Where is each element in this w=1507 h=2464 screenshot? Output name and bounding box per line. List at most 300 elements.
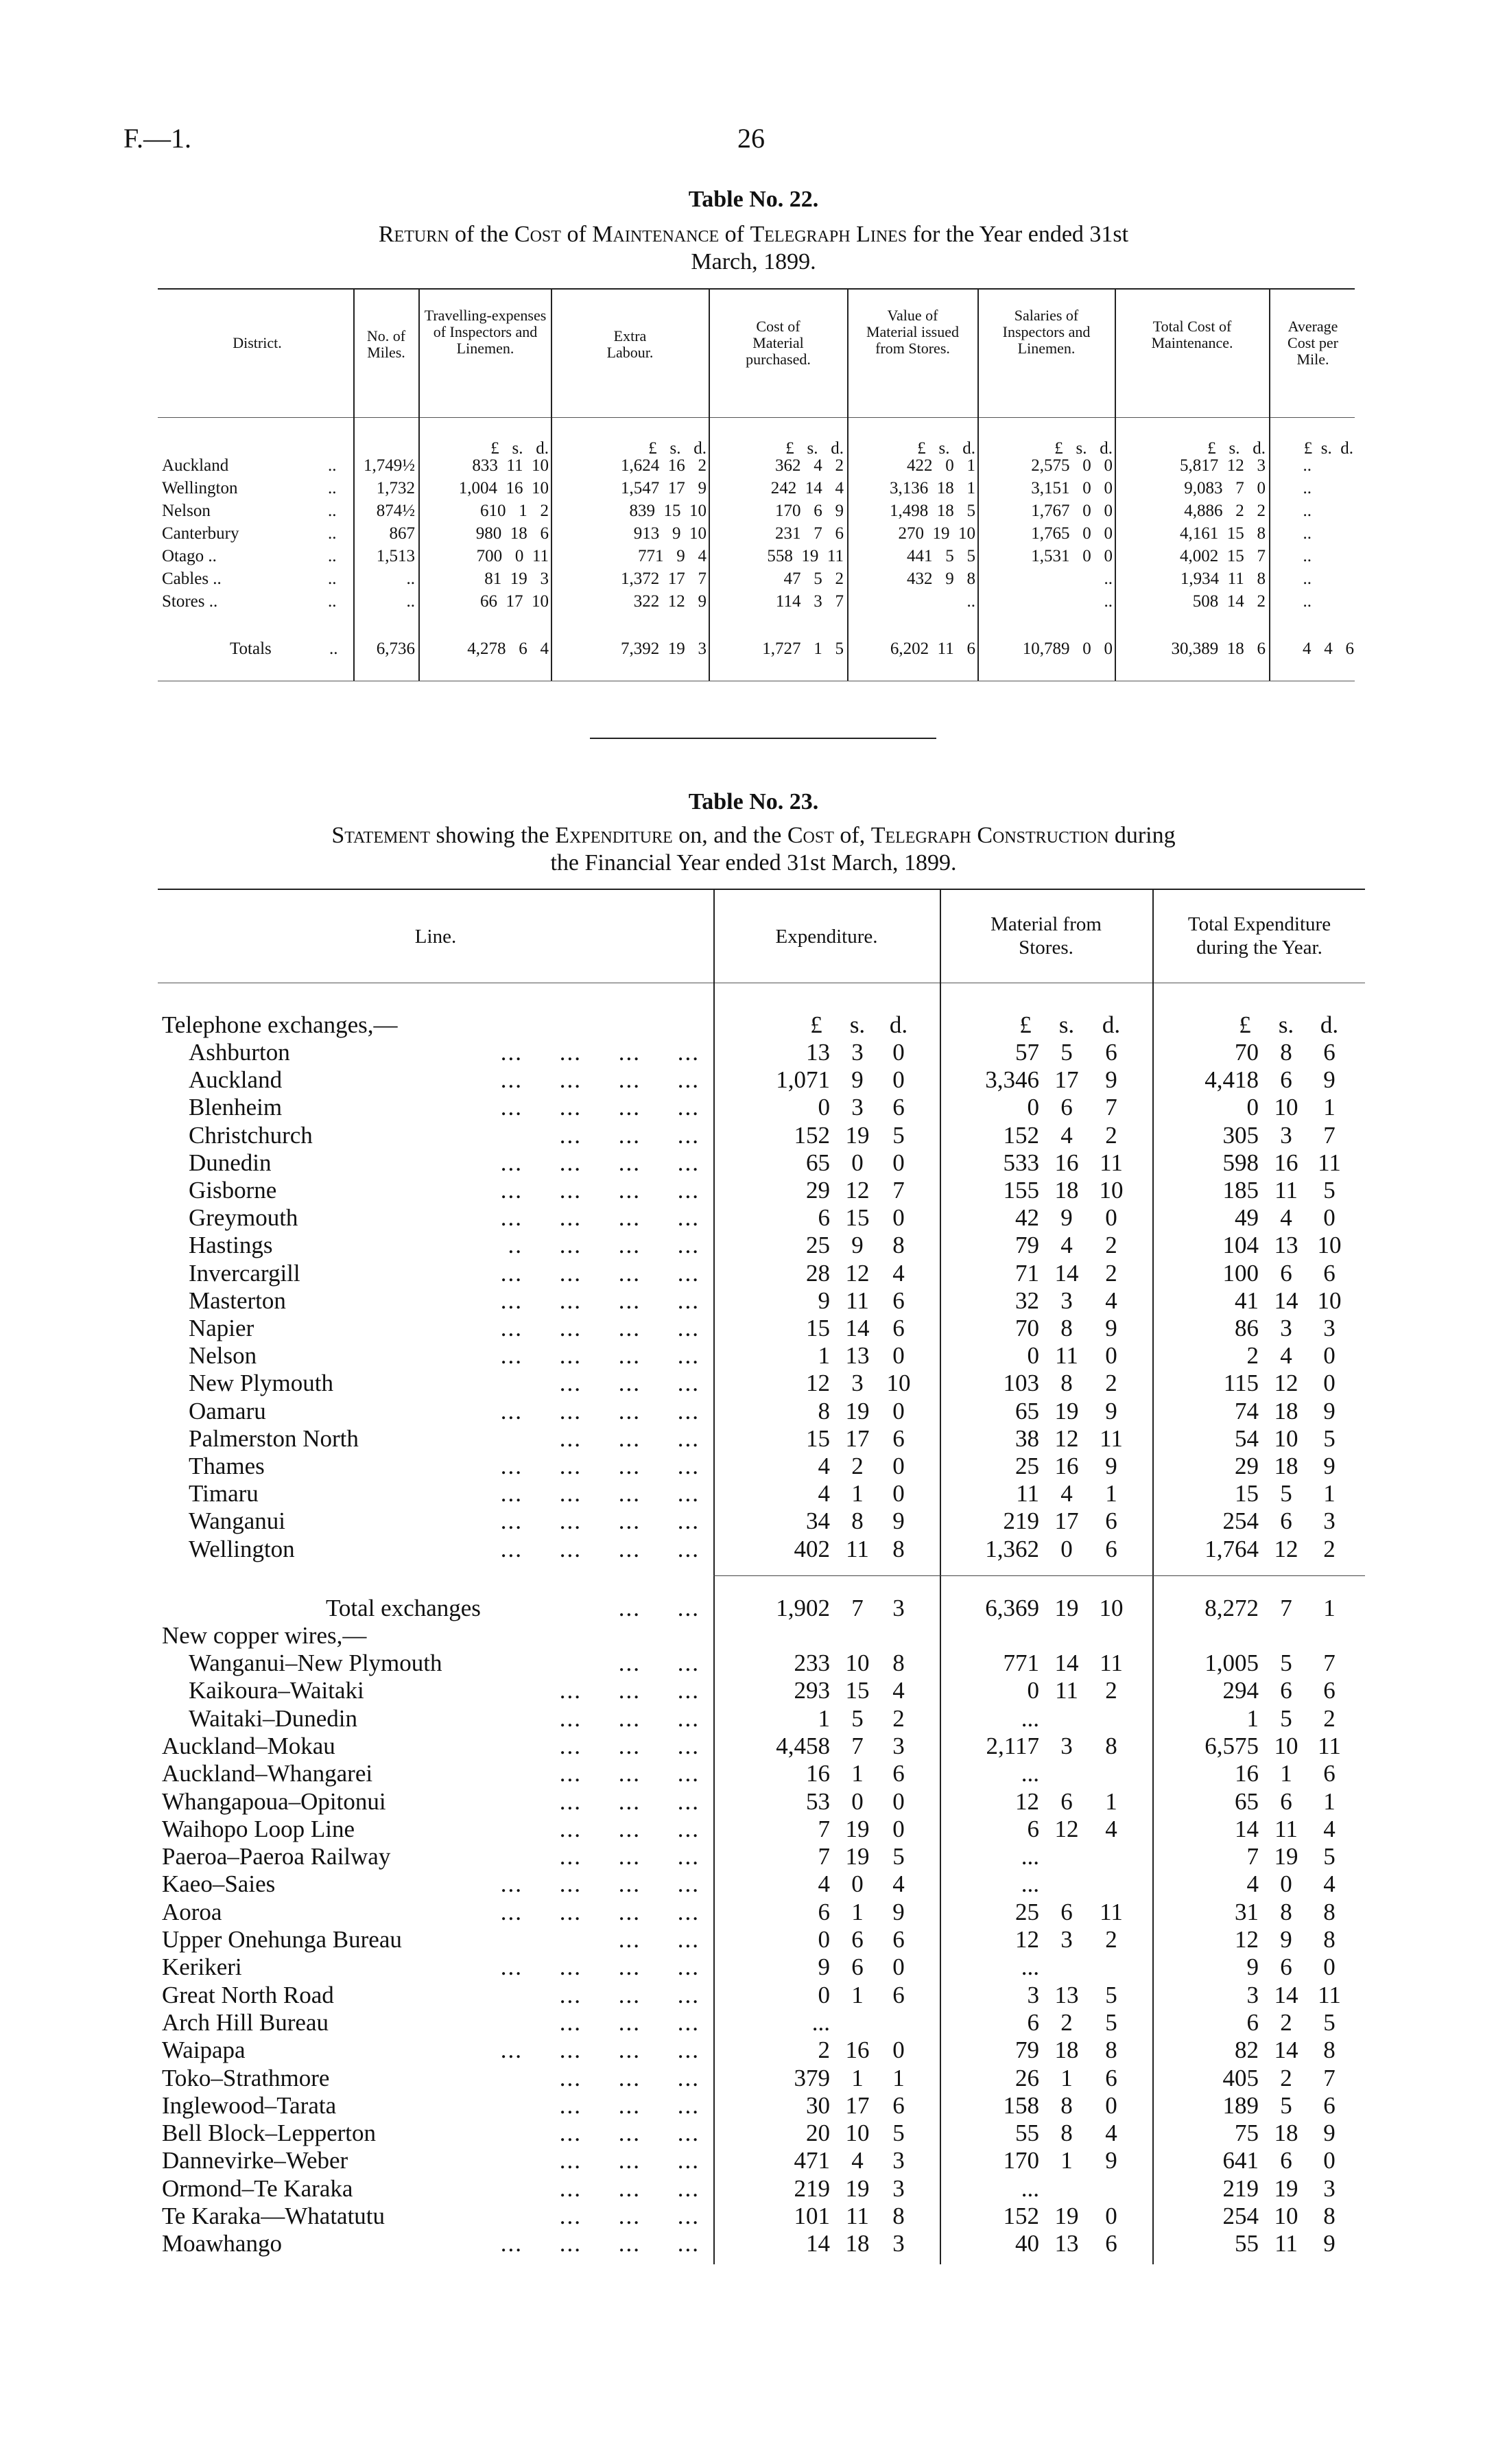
- m-pence: 5: [1105, 1981, 1117, 2008]
- table22-row: [0, 456, 1507, 478]
- table22-row: [0, 592, 1507, 614]
- t-shillings: 6: [1280, 1787, 1292, 1815]
- m-pounds: 25: [1015, 1898, 1039, 1925]
- table23-subtitle-part: on, and the: [672, 823, 787, 848]
- table23-row: [0, 1370, 1507, 1397]
- district-name: Stores ..: [162, 592, 218, 611]
- table23-row: [0, 1066, 1507, 1094]
- table23-row: [0, 1287, 1507, 1315]
- unit-s: s.: [1058, 1011, 1075, 1038]
- e-pounds: 402: [794, 1535, 830, 1562]
- m-pounds: 26: [1015, 2064, 1039, 2091]
- e-pounds: 25: [806, 1232, 830, 1259]
- totals-extra: 7,392 19 3: [621, 640, 707, 658]
- cell-extra: 913 9 10: [633, 524, 707, 543]
- line-name: Auckland: [189, 1066, 283, 1094]
- m-pounds: 3,346: [985, 1066, 1039, 1094]
- t-shillings: 4: [1280, 1342, 1292, 1370]
- m-pence: 9: [1105, 2147, 1117, 2174]
- unit-pound: £: [1019, 1011, 1032, 1038]
- cell-travelling: 700 0 11: [476, 547, 549, 565]
- cell-salaries: 1,767 0 0: [1031, 502, 1113, 520]
- e-pounds: 1: [818, 1342, 830, 1370]
- line-name: Paeroa–Paeroa Railway: [162, 1843, 391, 1870]
- t-shillings: 6: [1280, 2147, 1292, 2174]
- e-pence: 3: [892, 2230, 905, 2257]
- e-pounds: 4: [818, 1870, 830, 1898]
- e-pence: 6: [892, 1981, 905, 2008]
- e-shillings: 19: [845, 1397, 870, 1424]
- table23-row: [0, 1536, 1507, 1563]
- t-shillings: 6: [1280, 1677, 1292, 1704]
- t-pounds: 641: [1222, 2147, 1259, 2174]
- cell-extra: 1,547 17 9: [621, 479, 707, 497]
- unit-d: d.: [1102, 1011, 1121, 1038]
- t-shillings: 5: [1280, 2091, 1292, 2119]
- e-pence: 0: [892, 2037, 905, 2064]
- t-pence: 6: [1323, 1039, 1336, 1066]
- e-shillings: 3: [851, 1370, 864, 1397]
- m-shillings: 14: [1054, 1650, 1079, 1676]
- m-pounds: 152: [1003, 2203, 1039, 2229]
- table23-row: [0, 1507, 1507, 1535]
- table22-header-value: Value of Material issued from Stores.: [866, 307, 960, 357]
- table23-row: [0, 2009, 1507, 2037]
- line-name: Kaikoura–Waitaki: [189, 1677, 364, 1704]
- e-pounds: 219: [794, 2174, 830, 2202]
- table23-row: [0, 1899, 1507, 1926]
- t-pence: 11: [1318, 1149, 1341, 1176]
- leader-dots: ... ... ... ...: [500, 1507, 700, 1535]
- e-pence: 4: [892, 1259, 905, 1287]
- t-pounds: 104: [1222, 1232, 1259, 1259]
- table22-subtitle-part: Cost: [514, 222, 561, 247]
- cell-miles: 1,513: [376, 547, 415, 565]
- table22-header-average: Average Cost per Mile.: [1288, 318, 1338, 368]
- table23-units-mat: [940, 1011, 1152, 1039]
- m-shillings: 19: [1054, 1595, 1079, 1621]
- table22-row: [0, 570, 1507, 591]
- line-name: Auckland–Whangarei: [162, 1760, 373, 1787]
- t-shillings: 11: [1274, 1177, 1298, 1204]
- e-pence: 0: [892, 1204, 905, 1232]
- leader-dots: ... ... ...: [559, 1424, 700, 1452]
- table23-header-total: Total Expenditure during the Year.: [1187, 913, 1331, 959]
- m-shillings: 14: [1054, 1259, 1079, 1287]
- t-shillings: 11: [1274, 2230, 1298, 2257]
- unit-s: s.: [849, 1011, 866, 1038]
- m-shillings: 3: [1060, 1926, 1073, 1953]
- e-pounds: 15: [806, 1424, 830, 1452]
- t-pounds: 219: [1222, 2174, 1259, 2202]
- table23-row: [0, 2147, 1507, 2174]
- t-shillings: 5: [1280, 1480, 1292, 1507]
- e-shillings: 2: [851, 1453, 864, 1479]
- cell-salaries: 1,531 0 0: [1031, 547, 1113, 565]
- table23-row: [0, 1733, 1507, 1760]
- e-shillings: 15: [845, 1677, 870, 1704]
- m-pounds: ...: [1021, 1704, 1039, 1732]
- t-pounds: 254: [1222, 1507, 1259, 1535]
- m-pence: 2: [1105, 1926, 1117, 1953]
- m-pence: 9: [1105, 1453, 1117, 1479]
- e-shillings: 16: [845, 2037, 870, 2064]
- leader-dots: ... ... ... ...: [500, 1870, 700, 1898]
- m-shillings: 19: [1054, 1397, 1079, 1424]
- m-pence: 8: [1105, 2037, 1117, 2064]
- table22-title: Table No. 22.: [688, 187, 819, 212]
- t-pounds: 1: [1246, 1704, 1259, 1732]
- line-name: Waipapa: [162, 2037, 246, 2064]
- t-pounds: 31: [1235, 1898, 1259, 1925]
- e-pence: 0: [892, 1787, 905, 1815]
- e-shillings: 15: [845, 1204, 870, 1232]
- e-pounds: 0: [818, 1094, 830, 1121]
- e-shillings: 6: [851, 1953, 864, 1981]
- m-pence: 6: [1105, 2230, 1117, 2257]
- t-pence: 3: [1323, 1507, 1336, 1535]
- e-pence: 6: [892, 1287, 905, 1314]
- leader-dots: ... ... ... ...: [500, 2230, 700, 2257]
- t-pounds: 189: [1222, 2091, 1259, 2119]
- e-pence: 0: [892, 1397, 905, 1424]
- cell-average: ..: [1303, 570, 1312, 588]
- e-pounds: 13: [806, 1039, 830, 1066]
- e-shillings: 12: [845, 1177, 870, 1204]
- t-pence: 5: [1323, 1843, 1336, 1870]
- cell-average: ..: [1303, 592, 1312, 611]
- e-shillings: 7: [851, 1595, 864, 1621]
- t-pence: 8: [1323, 2037, 1336, 2064]
- table22-header-extra: Extra Labour.: [606, 327, 654, 361]
- m-pence: 4: [1105, 1815, 1117, 1842]
- m-pounds: 12: [1015, 1926, 1039, 1953]
- leader-dots: ... ...: [618, 1926, 700, 1953]
- cell-miles: 867: [389, 524, 415, 543]
- m-pounds: ...: [1021, 1760, 1039, 1787]
- table23-row: [0, 1315, 1507, 1342]
- m-pence: 2: [1105, 1121, 1117, 1149]
- e-pence: 3: [892, 1732, 905, 1759]
- e-pounds: 6: [818, 1898, 830, 1925]
- line-name: Te Karaka—Whatatutu: [162, 2203, 385, 2229]
- e-pounds: 30: [806, 2091, 830, 2119]
- m-shillings: 4: [1060, 1480, 1073, 1507]
- leader-dots: ... ... ...: [559, 2203, 700, 2229]
- cell-average: ..: [1303, 456, 1312, 475]
- e-pence: 0: [892, 1815, 905, 1842]
- m-pounds: 0: [1027, 1677, 1039, 1704]
- t-pounds: 1,005: [1205, 1650, 1259, 1676]
- line-name: Ormond–Te Karaka: [162, 2174, 353, 2202]
- e-pence: 2: [892, 1704, 905, 1732]
- e-pounds: 4: [818, 1480, 830, 1507]
- m-pence: 9: [1105, 1066, 1117, 1094]
- e-pence: 6: [892, 1760, 905, 1787]
- totals-material: 1,727 1 5: [762, 640, 844, 658]
- t-pence: 5: [1323, 1177, 1336, 1204]
- cell-miles: ..: [406, 570, 415, 588]
- e-shillings: 0: [851, 1870, 864, 1898]
- e-pence: 0: [892, 1039, 905, 1066]
- t-shillings: 6: [1280, 1066, 1292, 1094]
- e-pence: 10: [886, 1370, 911, 1397]
- e-shillings: 1: [851, 1760, 864, 1787]
- district-name: Nelson: [162, 502, 211, 520]
- table23-row: [0, 1204, 1507, 1232]
- table23-row: [0, 1816, 1507, 1843]
- e-shillings: 9: [851, 1066, 864, 1094]
- t-pounds: 9: [1246, 1953, 1259, 1981]
- t-shillings: 10: [1274, 1732, 1298, 1759]
- m-pence: 6: [1105, 1507, 1117, 1535]
- totals-travelling: 4,278 6 4: [467, 640, 549, 658]
- m-pence: 9: [1105, 1315, 1117, 1341]
- leader-dots: ... ... ...: [559, 1677, 700, 1704]
- t-shillings: 5: [1280, 1704, 1292, 1732]
- t-pence: 3: [1323, 1315, 1336, 1341]
- table22-totals-row: [0, 640, 1507, 661]
- e-pence: 5: [892, 1121, 905, 1149]
- e-pence: 3: [892, 2174, 905, 2202]
- table23-row: [0, 1260, 1507, 1287]
- t-shillings: 10: [1274, 1424, 1298, 1452]
- t-shillings: 8: [1280, 1898, 1292, 1925]
- leader-dots: ... ... ... ...: [500, 1480, 700, 1507]
- table22-row: [0, 524, 1507, 546]
- m-pounds: ...: [1021, 1843, 1039, 1870]
- table23-header-line: Line.: [414, 926, 457, 948]
- m-shillings: 6: [1060, 1898, 1073, 1925]
- table22-row: [0, 479, 1507, 501]
- table22-subtitle-part: Return: [378, 222, 449, 247]
- cell-material: 242 14 4: [770, 479, 844, 497]
- table23-row: [0, 1843, 1507, 1870]
- t-shillings: 14: [1274, 2037, 1298, 2064]
- leader-dots: ..: [328, 502, 337, 520]
- leader-dots: ..: [328, 570, 337, 588]
- cell-travelling: 980 18 6: [475, 524, 549, 543]
- e-pounds: 20: [806, 2120, 830, 2147]
- t-pounds: 6,575: [1205, 1732, 1259, 1759]
- table22-header-rule: [158, 417, 1355, 418]
- e-pounds: 1,071: [776, 1066, 830, 1094]
- t-pounds: 55: [1235, 2230, 1259, 2257]
- t-shillings: 13: [1274, 1232, 1298, 1259]
- m-pounds: ...: [1021, 1953, 1039, 1981]
- e-pence: 8: [892, 2203, 905, 2229]
- table23-row: [0, 1788, 1507, 1816]
- m-pence: 4: [1105, 1287, 1117, 1314]
- line-name: Nelson: [189, 1342, 257, 1370]
- t-pounds: 305: [1222, 1121, 1259, 1149]
- table23-header-expenditure: Expenditure.: [775, 926, 878, 948]
- totals-average: 4 4 6: [1303, 640, 1354, 658]
- t-pence: 4: [1323, 1815, 1336, 1842]
- table22-units: £ s. d.: [490, 439, 549, 458]
- line-name: Auckland–Mokau: [162, 1732, 335, 1759]
- e-pounds: 34: [806, 1507, 830, 1535]
- m-shillings: 12: [1054, 1424, 1079, 1452]
- t-pence: 9: [1323, 2230, 1336, 2257]
- cell-extra: 1,372 17 7: [621, 570, 707, 588]
- t-pence: 11: [1318, 1732, 1341, 1759]
- m-pounds: 55: [1015, 2120, 1039, 2147]
- table22-subtitle-part: Telegraph Lines: [750, 222, 907, 247]
- t-shillings: 18: [1274, 1453, 1298, 1479]
- t-pence: 9: [1323, 2120, 1336, 2147]
- cell-salaries: ..: [1104, 592, 1113, 611]
- line-name: Moawhango: [162, 2230, 282, 2257]
- cell-material: 362 4 2: [775, 456, 844, 475]
- district-name: Auckland: [162, 456, 229, 475]
- t-pence: 2: [1323, 1535, 1336, 1562]
- table22-header-total: Total Cost of Maintenance.: [1151, 318, 1233, 351]
- totals-label: Totals: [230, 640, 272, 658]
- table22-row: [0, 502, 1507, 524]
- m-shillings: 17: [1054, 1507, 1079, 1535]
- district-name: Cables ..: [162, 570, 222, 588]
- cell-average: ..: [1303, 502, 1312, 520]
- line-name: New Plymouth: [189, 1370, 333, 1397]
- t-pounds: 15: [1235, 1480, 1259, 1507]
- m-shillings: 11: [1055, 1677, 1078, 1704]
- line-name: Wanganui–New Plymouth: [189, 1650, 442, 1676]
- district-name: Otago ..: [162, 547, 217, 565]
- m-pence: 6: [1105, 2064, 1117, 2091]
- cell-value: 432 9 8: [907, 570, 975, 588]
- cell-travelling: 833 11 10: [472, 456, 549, 475]
- e-shillings: 17: [845, 1424, 870, 1452]
- m-shillings: 6: [1060, 1787, 1073, 1815]
- leader-dots: ..: [328, 592, 337, 611]
- leader-dots: ... ... ...: [559, 1121, 700, 1149]
- leader-dots: ... ... ... ...: [500, 1397, 700, 1424]
- table22-units: £ s. d.: [1054, 439, 1113, 458]
- cell-average: ..: [1303, 479, 1312, 497]
- cell-average: ..: [1303, 524, 1312, 543]
- cell-value: 1,498 18 5: [890, 502, 975, 520]
- t-shillings: 19: [1274, 2174, 1298, 2202]
- totals-dots: ..: [329, 640, 338, 658]
- e-shillings: 18: [845, 2230, 870, 2257]
- table22-header-travelling: Travelling-expenses of Inspectors and Linemen.: [424, 307, 547, 357]
- leader-dots: ... ...: [618, 1650, 700, 1676]
- m-pence: 6: [1105, 1535, 1117, 1562]
- t-pence: 9: [1323, 1397, 1336, 1424]
- t-pence: 8: [1323, 1898, 1336, 1925]
- cell-travelling: 66 17 10: [480, 592, 549, 611]
- e-pence: 6: [892, 1424, 905, 1452]
- t-shillings: 3: [1280, 1121, 1292, 1149]
- cell-miles: 1,749½: [364, 456, 415, 475]
- m-pounds: 79: [1015, 1232, 1039, 1259]
- e-shillings: 19: [845, 1121, 870, 1149]
- m-shillings: 8: [1060, 2120, 1073, 2147]
- leader-dots: ... ... ... ...: [500, 1953, 700, 1981]
- t-shillings: 14: [1274, 1287, 1298, 1314]
- t-pence: 0: [1323, 2147, 1336, 2174]
- leader-dots: ... ... ... ...: [500, 1259, 700, 1287]
- t-pounds: 86: [1235, 1315, 1259, 1341]
- m-pounds: 40: [1015, 2230, 1039, 2257]
- line-name: Ashburton: [189, 1039, 290, 1066]
- line-name: Upper Onehunga Bureau: [162, 1926, 402, 1953]
- t-pounds: 115: [1223, 1370, 1259, 1397]
- e-shillings: 0: [851, 1787, 864, 1815]
- line-name: Invercargill: [189, 1259, 300, 1287]
- table22-units: £ s. d.: [917, 439, 975, 458]
- section-divider: [590, 738, 936, 739]
- m-pounds: 6: [1027, 2008, 1039, 2036]
- e-pence: 4: [892, 1677, 905, 1704]
- table23-subtitle-part: Telegraph Construction: [870, 823, 1109, 848]
- table23-row: [0, 2230, 1507, 2257]
- m-pence: 4: [1105, 2120, 1117, 2147]
- t-pence: 9: [1323, 1066, 1336, 1094]
- t-pounds: 294: [1222, 1677, 1259, 1704]
- e-pounds: 471: [794, 2147, 830, 2174]
- cell-extra: 1,624 16 2: [621, 456, 707, 475]
- leader-dots: ... ... ...: [559, 2064, 700, 2091]
- m-pounds: 25: [1015, 1453, 1039, 1479]
- leader-dots: ... ... ... ...: [500, 1204, 700, 1232]
- line-name: Hastings: [189, 1232, 273, 1259]
- m-pence: 2: [1105, 1370, 1117, 1397]
- table23-row: [0, 1177, 1507, 1204]
- unit-pound: £: [810, 1011, 822, 1038]
- t-pence: 6: [1323, 1760, 1336, 1787]
- e-pounds: 9: [818, 1287, 830, 1314]
- m-shillings: 4: [1060, 1232, 1073, 1259]
- e-pounds: 65: [806, 1149, 830, 1176]
- m-shillings: 1: [1060, 2147, 1073, 2174]
- line-name: Wellington: [189, 1535, 295, 1562]
- total-exchanges-row: [0, 1595, 1507, 1622]
- table23-row: [0, 1094, 1507, 1121]
- table22-subtitle-part: of: [719, 222, 750, 247]
- m-pounds: 155: [1003, 1177, 1039, 1204]
- leader-dots: ..: [328, 547, 337, 565]
- m-pence: 11: [1100, 1650, 1123, 1676]
- t-pounds: 7: [1246, 1843, 1259, 1870]
- m-pence: 2: [1105, 1232, 1117, 1259]
- leader-dots: ... ... ...: [559, 2091, 700, 2119]
- t-pounds: 16: [1235, 1760, 1259, 1787]
- m-pounds: 11: [1016, 1480, 1039, 1507]
- table23-row: [0, 2203, 1507, 2230]
- table22-header-salaries: Salaries of Inspectors and Linemen.: [1002, 307, 1091, 357]
- m-pounds: 170: [1003, 2147, 1039, 2174]
- e-pounds: 28: [806, 1259, 830, 1287]
- table22-subtitle-part: Maintenance: [592, 222, 720, 247]
- m-pence: 0: [1105, 2091, 1117, 2119]
- table23-subtitle-part: Expenditure: [555, 823, 673, 848]
- table22-units: £ s. d.: [1207, 439, 1266, 458]
- e-pence: 0: [892, 1342, 905, 1370]
- leader-dots: ... ... ... ...: [500, 1342, 700, 1370]
- t-pence: 3: [1323, 2174, 1336, 2202]
- t-shillings: 6: [1280, 1259, 1292, 1287]
- m-shillings: 0: [1060, 1535, 1073, 1562]
- cell-material: 114 3 7: [775, 592, 844, 611]
- m-shillings: 11: [1055, 1342, 1078, 1370]
- m-pence: 0: [1105, 2203, 1117, 2229]
- unit-d: d.: [889, 1011, 908, 1038]
- cell-extra: 771 9 4: [638, 547, 707, 565]
- m-pounds: 2,117: [986, 1732, 1039, 1759]
- m-pounds: 70: [1015, 1315, 1039, 1341]
